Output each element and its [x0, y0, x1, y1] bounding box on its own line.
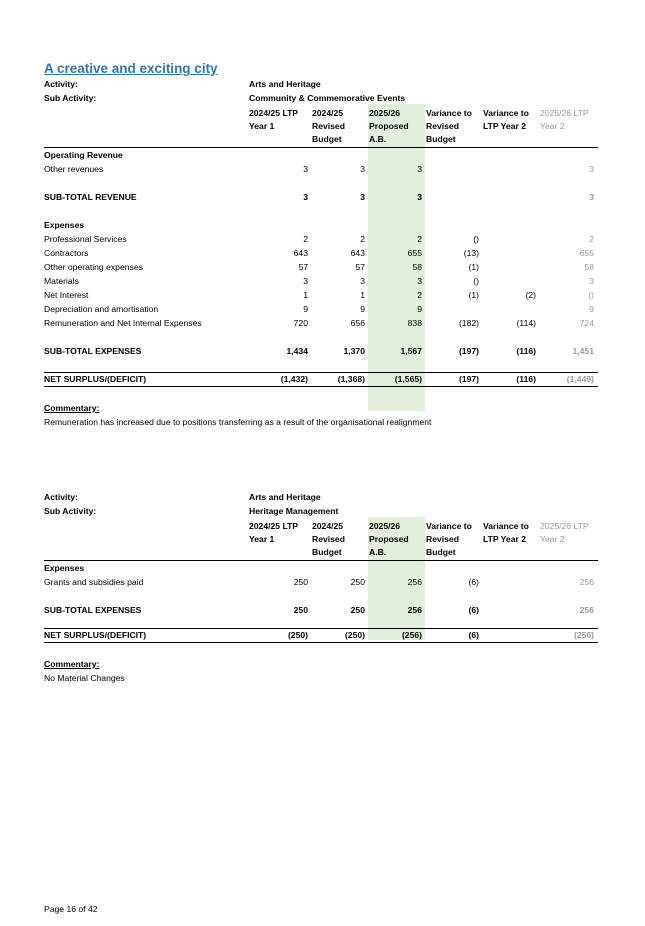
row-value-c1: 1 — [303, 290, 308, 300]
row-value-c3: 58 — [412, 262, 422, 272]
row-value-c3: 2 — [417, 290, 422, 300]
row-value-c3: (1,565) — [394, 374, 422, 384]
row-value-c3: 256 — [407, 577, 422, 587]
row-label: SUB-TOTAL REVENUE — [44, 192, 137, 202]
row-value-c3: 838 — [407, 318, 422, 328]
row-value-c6: 724 — [579, 318, 594, 328]
row-label: SUB-TOTAL EXPENSES — [44, 605, 142, 615]
activity-label: Activity: — [44, 492, 78, 502]
row-label: Professional Services — [44, 234, 127, 244]
sub-activity-label: Sub Activity: — [44, 506, 97, 516]
row-value-c2: 1,370 — [343, 346, 365, 356]
commentary-heading: Commentary: — [44, 659, 100, 669]
table-row — [44, 305, 598, 319]
row-label: Operating Revenue — [44, 150, 123, 160]
row-value-c2: 3 — [360, 164, 365, 174]
row-value-c2: 2 — [360, 234, 365, 244]
header-ltp-year1: 2024/25 LTP Year 1 — [249, 521, 299, 544]
page-title: A creative and exciting city — [44, 61, 218, 76]
table-row — [44, 291, 598, 305]
row-value-c3: (256) — [401, 630, 422, 640]
row-value-c4: (6) — [468, 630, 479, 640]
row-value-c3: 2 — [417, 234, 422, 244]
header-variance-ltp: Variance to LTP Year 2 — [483, 521, 529, 544]
row-value-c6: 256 — [579, 577, 594, 587]
row-value-c6: 1,451 — [572, 346, 594, 356]
row-value-c3: 256 — [407, 605, 422, 615]
row-value-c2: 1 — [360, 290, 365, 300]
table-row — [44, 277, 598, 291]
page-footer: Page 16 of 42 — [44, 904, 98, 914]
table-row — [44, 606, 598, 620]
row-value-c5: (114) — [516, 318, 536, 328]
row-value-c4: () — [473, 234, 479, 244]
header-proposed-ab: 2025/26 Proposed A.B. — [369, 108, 409, 144]
row-value-c6: 3 — [589, 192, 594, 202]
table-row — [44, 347, 598, 361]
row-value-c1: 720 — [293, 318, 308, 328]
net-bottom-rule — [44, 386, 598, 387]
activity-row — [44, 80, 598, 94]
row-label: Expenses — [44, 563, 85, 573]
activity-row — [44, 493, 598, 507]
row-value-c6: 655 — [579, 248, 594, 258]
header-ltp-year2: 2025/26 LTP Year 2 — [540, 108, 589, 131]
header-variance-revised: Variance to Revised Budget — [426, 521, 472, 557]
table-row — [44, 249, 598, 263]
section-heading-row — [44, 221, 598, 235]
row-value-c2: (250) — [344, 630, 365, 640]
row-value-c5: (116) — [516, 374, 536, 384]
row-value-c5: (2) — [525, 290, 536, 300]
row-value-c6: () — [588, 290, 594, 300]
row-value-c3: 3 — [417, 192, 422, 202]
activity-value: Arts and Heritage — [249, 492, 321, 502]
row-value-c6: 9 — [589, 304, 594, 314]
header-revised-budget: 2024/25 Revised Budget — [312, 521, 345, 557]
row-value-c1: 57 — [298, 262, 308, 272]
row-value-c3: 3 — [417, 276, 422, 286]
row-value-c2: 250 — [350, 605, 365, 615]
row-value-c6: 3 — [589, 276, 594, 286]
row-value-c2: 57 — [355, 262, 365, 272]
row-value-c1: 643 — [293, 248, 308, 258]
row-label: SUB-TOTAL EXPENSES — [44, 346, 142, 356]
row-label: NET SURPLUS/(DEFICIT) — [44, 374, 147, 384]
row-value-c2: 3 — [360, 276, 365, 286]
row-label: Grants and subsidies paid — [44, 577, 144, 587]
row-value-c6: 2 — [589, 234, 594, 244]
table-row — [44, 578, 598, 592]
row-value-c1: 250 — [293, 605, 308, 615]
row-label: NET SURPLUS/(DEFICIT) — [44, 630, 147, 640]
row-value-c2: 643 — [350, 248, 365, 258]
table-row — [44, 319, 598, 333]
sub-activity-value: Community & Commemorative Events — [249, 93, 406, 103]
row-value-c4: (197) — [458, 374, 479, 384]
row-value-c4: (197) — [458, 346, 479, 356]
column-headers — [44, 520, 598, 560]
row-value-c3: 3 — [417, 164, 422, 174]
header-revised-budget: 2024/25 Revised Budget — [312, 108, 345, 144]
row-value-c6: (1,449) — [566, 374, 594, 384]
row-value-c3: 655 — [407, 248, 422, 258]
table-row — [44, 193, 598, 207]
commentary-text: Remuneration has increased due to positions transferring as a result of the organisational realignment — [44, 417, 432, 427]
table-row — [44, 263, 598, 277]
row-value-c4: (182) — [458, 318, 479, 328]
commentary-text: No Material Changes — [44, 673, 125, 683]
row-value-c4: (13) — [463, 248, 479, 258]
header-variance-revised: Variance to Revised Budget — [426, 108, 472, 144]
section-heading-row — [44, 564, 598, 578]
row-value-c1: 3 — [303, 276, 308, 286]
sub-activity-row — [44, 507, 598, 521]
row-value-c4: (1) — [468, 262, 479, 272]
row-label: Net Interest — [44, 290, 89, 300]
sub-activity-value: Heritage Management — [249, 506, 339, 516]
net-top-rule — [44, 372, 598, 373]
header-ltp-year1: 2024/25 LTP Year 1 — [249, 108, 299, 131]
row-value-c1: (250) — [287, 630, 308, 640]
column-headers — [44, 107, 598, 147]
row-value-c6: 3 — [589, 164, 594, 174]
net-bottom-rule — [44, 642, 598, 643]
row-value-c1: 9 — [303, 304, 308, 314]
row-value-c2: 9 — [360, 304, 365, 314]
row-value-c6: 58 — [584, 262, 594, 272]
row-value-c1: 250 — [293, 577, 308, 587]
sub-activity-row — [44, 94, 598, 108]
sub-activity-label: Sub Activity: — [44, 93, 97, 103]
section-heading-row — [44, 151, 598, 165]
row-value-c1: 2 — [303, 234, 308, 244]
table-row — [44, 165, 598, 179]
header-rule — [44, 560, 598, 561]
row-value-c4: (6) — [468, 577, 479, 587]
header-variance-ltp: Variance to LTP Year 2 — [483, 108, 529, 131]
row-value-c2: (1,368) — [337, 374, 365, 384]
row-value-c2: 656 — [350, 318, 365, 328]
header-ltp-year2: 2025/26 LTP Year 2 — [540, 521, 589, 544]
row-label: Remuneration and Net Internal Expenses — [44, 318, 202, 328]
row-value-c1: (1,432) — [280, 374, 308, 384]
row-value-c4: () — [473, 276, 479, 286]
row-label: Other revenues — [44, 164, 104, 174]
row-value-c1: 3 — [303, 164, 308, 174]
activity-label: Activity: — [44, 79, 78, 89]
header-proposed-ab: 2025/26 Proposed A.B. — [369, 521, 409, 557]
row-value-c3: 1,567 — [400, 346, 422, 356]
row-value-c3: 9 — [417, 304, 422, 314]
row-label: Expenses — [44, 220, 85, 230]
row-value-c2: 250 — [350, 577, 365, 587]
row-value-c5: (116) — [516, 346, 536, 356]
section-heritage-management — [44, 493, 598, 693]
row-value-c1: 3 — [303, 192, 308, 202]
row-value-c2: 3 — [360, 192, 365, 202]
row-value-c4: (1) — [468, 290, 479, 300]
net-top-rule — [44, 628, 598, 629]
section-community-events — [44, 79, 598, 427]
commentary-heading: Commentary: — [44, 403, 100, 413]
table-row — [44, 235, 598, 249]
row-label: Contractors — [44, 248, 89, 258]
row-value-c4: (6) — [468, 605, 479, 615]
row-label: Depreciation and amortisation — [44, 304, 159, 314]
row-value-c1: 1,434 — [286, 346, 308, 356]
row-label: Other operating expenses — [44, 262, 143, 272]
activity-value: Arts and Heritage — [249, 79, 321, 89]
row-value-c6: 256 — [579, 605, 594, 615]
row-label: Materials — [44, 276, 79, 286]
header-rule — [44, 147, 598, 148]
row-value-c6: (256) — [573, 630, 594, 640]
